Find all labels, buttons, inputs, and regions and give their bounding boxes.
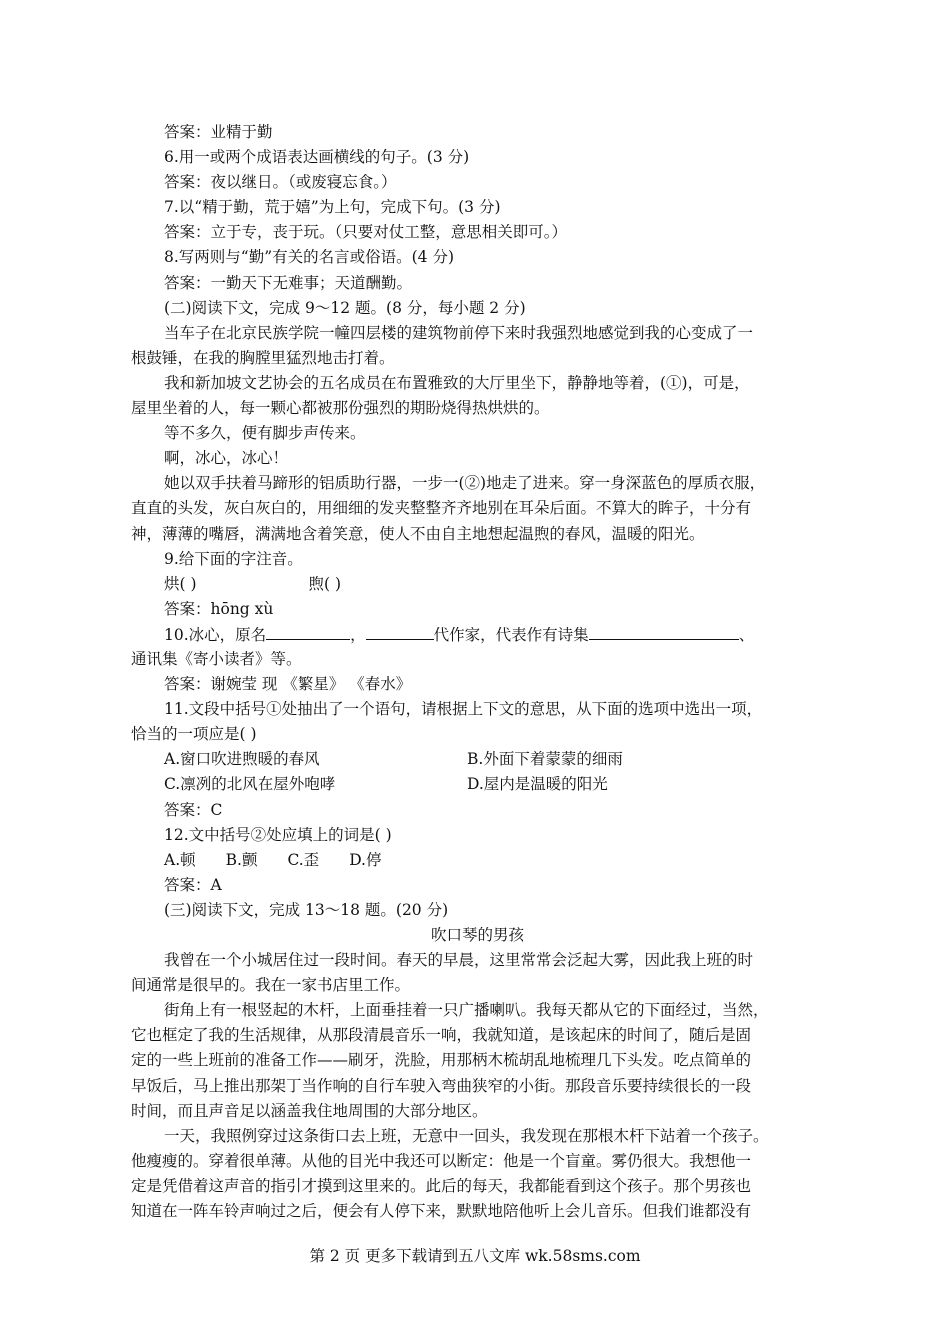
paragraph-line: 等不多久，便有脚步声传来。 <box>164 424 366 443</box>
fill-blank-poetry <box>589 622 739 640</box>
paragraph-line: 我和新加坡文艺协会的五名成员在布置雅致的大厅里坐下，静静地等着，(①)，可是， <box>164 373 750 392</box>
option-c: C.凛冽的北风在屋外咆哮 <box>164 775 336 794</box>
paragraph-line: 他瘦瘦的。穿着很单薄。从他的目光中我还可以断定：他是一个盲童。雾仍很大。我想他一 <box>131 1151 752 1170</box>
option-a: A.窗口吹进煦暖的春风 <box>164 750 320 769</box>
options-row <box>164 747 824 772</box>
answer-line: 答案：业精于勤 <box>164 123 273 141</box>
paragraph-line: 屋里坐着的人，每一颗心都被那份强烈的期盼烧得热烘烘的。 <box>131 399 550 418</box>
paragraph-line: 时间，而且声音足以涵盖我住地周围的大部分地区。 <box>131 1101 488 1120</box>
answer-line: 答案：C <box>164 800 223 819</box>
question-10: 10.冰心，原名 ， 代作家，代表作有诗集 、 <box>164 622 824 647</box>
document-page <box>131 120 824 1224</box>
article-title: 吹口琴的男孩 <box>430 926 524 944</box>
paragraph-line: 街角上有一根竖起的木杆，上面垂挂着一只广播喇叭。我每天都从它的下面经过，当然， <box>164 1001 769 1020</box>
options-row <box>164 772 824 797</box>
options-row <box>164 848 824 873</box>
paragraph-line: 一天，我照例穿过这条街口去上班，无意中一回头，我发现在那根木杆下站着一个孩子。 <box>164 1126 769 1145</box>
answer-line: 答案：hōng xù <box>164 599 274 618</box>
paragraph-line: 定是凭借着这声音的指引才摸到这里来的。此后的每天，我都能看到这个孩子。那个男孩也 <box>131 1176 752 1195</box>
question-11: 11.文段中括号①处抽出了一个语句，请根据上下文的意思，从下面的选项中选出一项， <box>164 700 763 719</box>
paragraph-line: 根鼓锤，在我的胸膛里猛烈地击打着。 <box>131 348 395 367</box>
fill-blank-era <box>366 622 434 640</box>
answer-line: 答案：一勤天下无难事；天道酬勤。 <box>164 273 413 292</box>
fill-blank-original-name <box>266 622 350 640</box>
option-d: D.停 <box>349 850 382 869</box>
question-6: 6.用一或两个成语表达画横线的句子。(3 分) <box>164 148 470 167</box>
pinyin-prompt-xu: 煦( ) <box>308 574 342 593</box>
answer-line: 答案：谢婉莹 现 《繁星》 《春水》 <box>164 675 412 694</box>
option-b: B.颤 <box>225 850 258 869</box>
question-7: 7.以“精于勤，荒于嬉”为上句，完成下句。(3 分) <box>164 198 501 217</box>
option-a: A.顿 <box>164 850 196 869</box>
option-c: C.歪 <box>287 850 320 869</box>
paragraph-line: 当车子在北京民族学院一幢四层楼的建筑物前停下来时我强烈地感觉到我的心变成了一 <box>164 323 754 342</box>
question-11-cont: 恰当的一项应是( ) <box>131 725 257 744</box>
question-8: 8.写两则与“勤”有关的名言或俗语。(4 分) <box>164 248 455 267</box>
paragraph-line: 早饭后，马上推出那架丁当作响的自行车驶入弯曲狭窄的小街。那段音乐要持续很长的一段 <box>131 1076 752 1095</box>
question-10-cont: 通讯集《寄小读者》等。 <box>131 649 302 668</box>
paragraph-line: 神，薄薄的嘴唇，满满地含着笑意，使人不由自主地想起温煦的春风，温暖的阳光。 <box>131 524 705 543</box>
question-9: 9.给下面的字注音。 <box>164 549 303 568</box>
paragraph-line: 间通常是很早的。我在一家书店里工作。 <box>131 976 411 995</box>
answer-line: 答案：夜以继日。（或废寝忘食。） <box>164 173 397 192</box>
section-heading: (三)阅读下文，完成 13～18 题。(20 分) <box>164 900 449 919</box>
answer-line: 答案：A <box>164 875 222 894</box>
paragraph-line: 我曾在一个小城居住过一段时间。春天的早晨，这里常常会泛起大雾，因此我上班的时 <box>164 951 754 970</box>
paragraph-line: 定的一些上班前的准备工作——刷牙，洗脸，用那柄木梳胡乱地梳理几下头发。吃点简单的 <box>131 1051 752 1070</box>
paragraph-line: 直直的头发，灰白灰白的，用细细的发夹整整齐齐地别在耳朵后面。不算大的眸子，十分有 <box>131 499 752 518</box>
question-12: 12.文中括号②处应填上的词是( ) <box>164 825 392 844</box>
option-b: B.外面下着蒙蒙的细雨 <box>467 750 623 769</box>
option-d: D.屋内是温暖的阳光 <box>467 775 608 794</box>
pinyin-prompts <box>164 572 824 597</box>
answer-line: 答案：立于专，丧于玩。（只要对仗工整，意思相关即可。） <box>164 223 568 242</box>
paragraph-line: 啊，冰心，冰心！ <box>164 449 289 468</box>
paragraph-line: 知道在一阵车铃声响过之后，便会有人停下来，默默地陪他听上会儿音乐。但我们谁都没有 <box>131 1202 752 1221</box>
section-heading: (二)阅读下文，完成 9～12 题。(8 分，每小题 2 分) <box>164 298 526 317</box>
pinyin-prompt-hong: 烘( ) <box>164 574 197 593</box>
page-footer: 第 2 页 更多下载请到五八文库 wk.58sms.com <box>309 1247 641 1265</box>
paragraph-line: 它也框定了我的生活规律，从那段清晨音乐一响，我就知道，是该起床的时间了，随后是固 <box>131 1026 752 1045</box>
paragraph-line: 她以双手扶着马蹄形的铝质助行器，一步一(②)地走了进来。穿一身深蓝色的厚质衣服， <box>164 474 766 493</box>
